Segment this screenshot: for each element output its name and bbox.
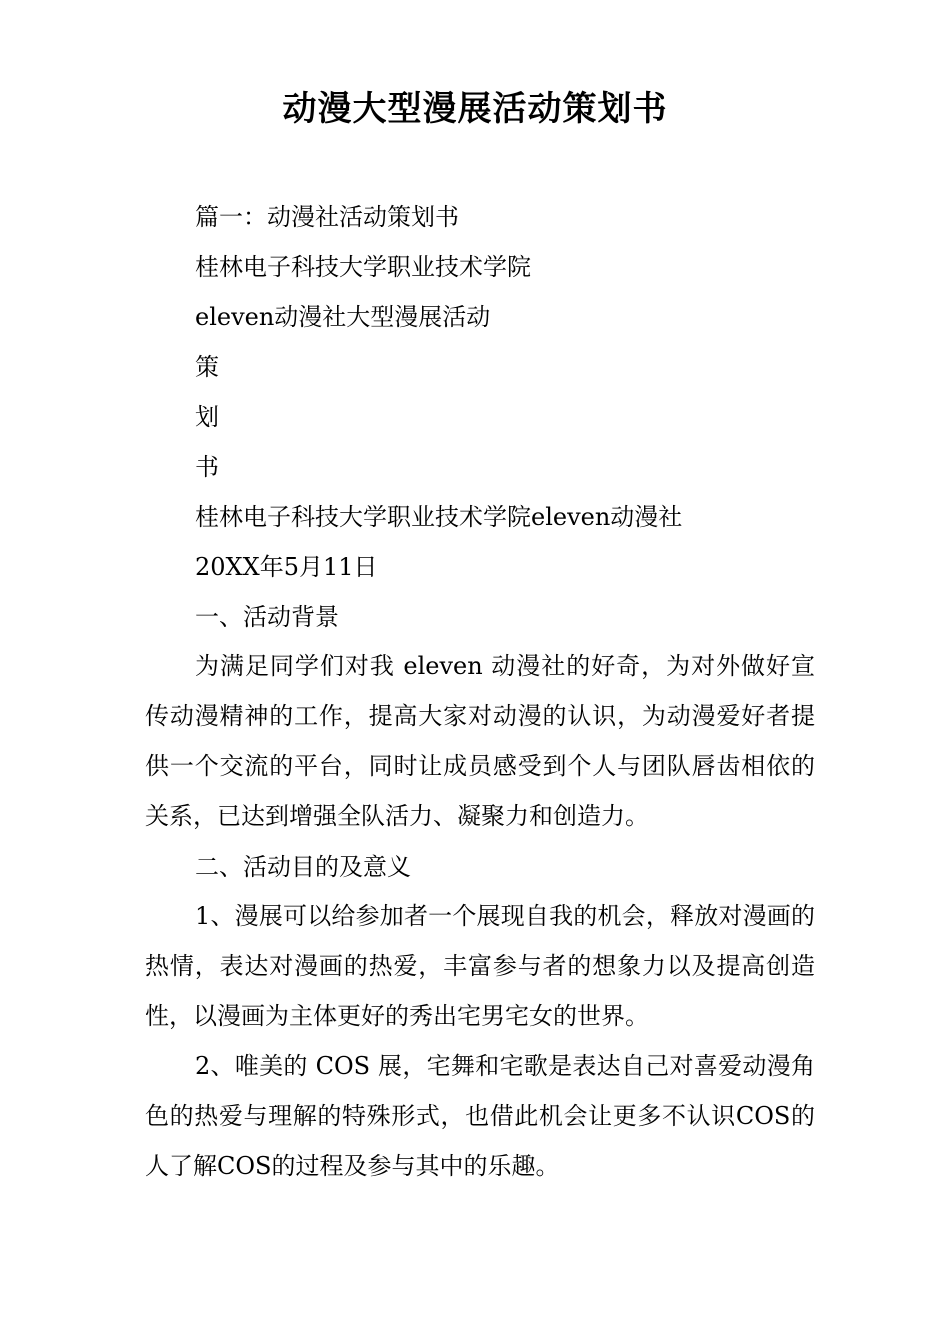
paragraph-purpose-2: 2、唯美的 COS 展，宅舞和宅歌是表达自己对喜爱动漫角色的热爱与理解的特殊形式，也借此机会让更多不认识COS的人了解COS的过程及参与其中的乐趣。: [145, 1052, 815, 1180]
section-heading-background: 一、活动背景: [195, 603, 339, 631]
vertical-char-hua: 划: [195, 403, 219, 431]
document-title: 动漫大型漫展活动策划书: [282, 89, 668, 129]
school-name-line: 桂林电子科技大学职业技术学院: [195, 253, 531, 281]
date-line: 20XX年5月11日: [195, 553, 378, 581]
vertical-char-shu: 书: [195, 453, 219, 481]
organizer-line: 桂林电子科技大学职业技术学院eleven动漫社: [195, 503, 683, 531]
club-event-line: eleven动漫社大型漫展活动: [195, 303, 491, 331]
paragraph-background: 为满足同学们对我 eleven 动漫社的好奇，为对外做好宣传动漫精神的工作，提高大家对动漫的认识，为动漫爱好者提供一个交流的平台，同时让成员感受到个人与团队唇齿相依的关系，已达到增强全队活力、凝聚力和创造力。: [145, 652, 815, 830]
paragraph-purpose-1: 1、漫展可以给参加者一个展现自我的机会，释放对漫画的热情，表达对漫画的热爱，丰富参与者的想象力以及提高创造性，以漫画为主体更好的秀出宅男宅女的世界。: [145, 902, 815, 1030]
chapter-heading: 篇一：动漫社活动策划书: [195, 203, 459, 231]
section-heading-purpose: 二、活动目的及意义: [195, 853, 411, 881]
vertical-char-ce: 策: [195, 353, 219, 381]
